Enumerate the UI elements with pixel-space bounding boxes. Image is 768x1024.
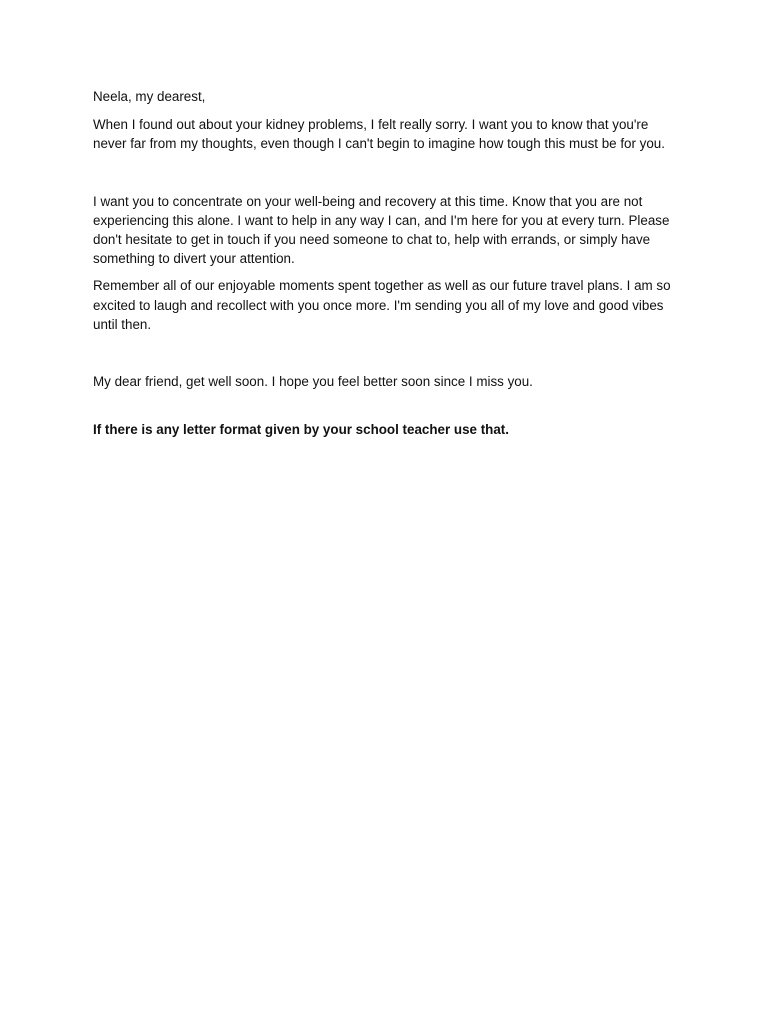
teacher-format-note: If there is any letter format given by your school teacher use that. — [93, 422, 509, 438]
letter-salutation: Neela, my dearest, — [93, 89, 206, 104]
letter-body — [93, 87, 678, 439]
letter-paragraph-2: I want you to concentrate on your well-being and recovery at this time. Know that you are not experiencing this alone. I want to help in any way I can, and I'm here for you at every turn. Please don't hesitate to get in touch if you need someone to chat to, help with errands, or simply have something to divert your attention. — [93, 193, 670, 267]
letter-paragraph-3: Remember all of our enjoyable moments spent together as well as our future travel plans. I am so excited to laugh and recollect with you once more. I'm sending you all of my love and good vibes until then. — [93, 278, 671, 332]
letter-paragraph-1: When I found out about your kidney problems, I felt really sorry. I want you to know that you're never far from my thoughts, even though I can't begin to imagine how tough this must be for you. — [93, 117, 665, 152]
letter-closing: My dear friend, get well soon. I hope you feel better soon since I miss you. — [93, 374, 533, 390]
